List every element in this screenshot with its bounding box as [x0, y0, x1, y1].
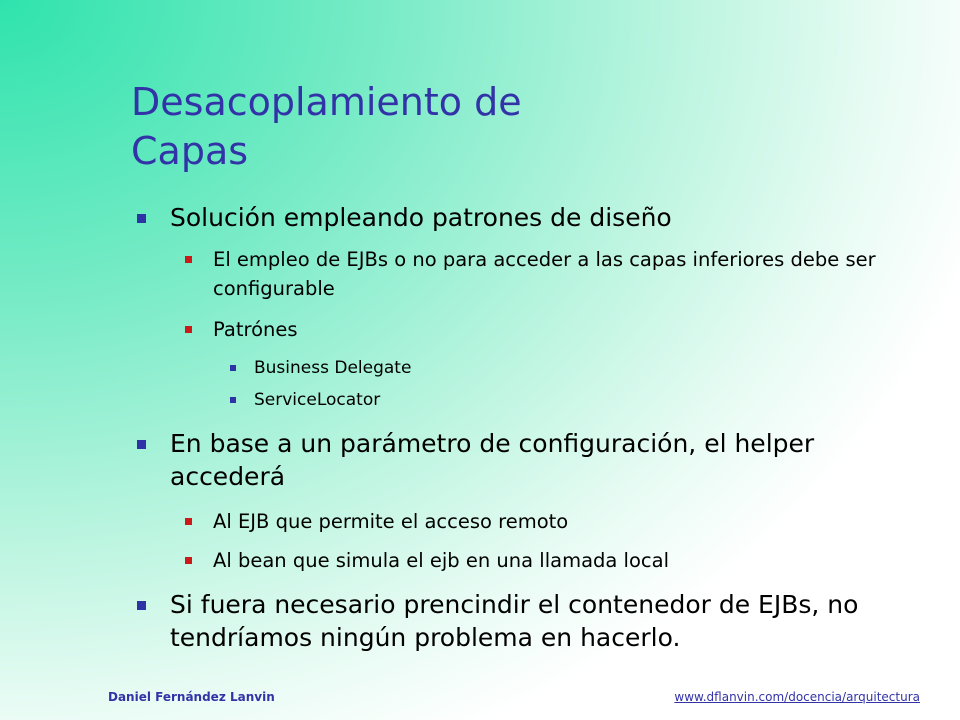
slide-title-line2: Capas	[131, 129, 249, 173]
footer-link[interactable]: www.dflanvin.com/docencia/arquitectura	[674, 690, 920, 704]
slide-title-line1: Desacoplamiento de	[131, 80, 522, 124]
footer-author: Daniel Fernández Lanvin	[108, 690, 275, 704]
bullet-marker	[185, 326, 192, 333]
bullet-item-level3	[254, 356, 854, 380]
bullet-marker	[185, 557, 192, 564]
bullet-item-level1	[170, 588, 930, 654]
bullet-item-level1	[170, 201, 910, 234]
bullet-text: En base a un parámetro de configuración, el helper accederá	[170, 429, 815, 491]
bullet-text: El empleo de EJBs o no para acceder a las capas inferiores debe ser configurable	[213, 248, 876, 300]
bullet-item-level2	[213, 315, 913, 344]
bullet-text: Business Delegate	[254, 358, 412, 378]
bullet-item-level2	[213, 245, 913, 303]
bullet-item-level3	[254, 388, 854, 412]
bullet-marker	[137, 601, 146, 610]
bullet-marker	[185, 518, 192, 525]
bullet-text: ServiceLocator	[254, 390, 381, 410]
bullet-text: Solución empleando patrones de diseño	[170, 203, 672, 232]
bullet-marker	[230, 397, 236, 403]
bullet-item-level1	[170, 427, 910, 493]
bullet-text: Patrónes	[213, 318, 298, 341]
bullet-text: Si fuera necesario prencindir el contenedor de EJBs, no tendríamos ningún problema en hacerlo.	[170, 590, 859, 652]
bullet-item-level2	[213, 546, 913, 575]
bullet-marker	[185, 256, 192, 263]
bullet-marker	[137, 214, 146, 223]
bullet-marker	[230, 365, 236, 371]
bullet-text: Al bean que simula el ejb en una llamada local	[213, 549, 669, 572]
bullet-item-level2	[213, 507, 913, 536]
bullet-marker	[137, 440, 146, 449]
bullet-text: Al EJB que permite el acceso remoto	[213, 510, 569, 533]
